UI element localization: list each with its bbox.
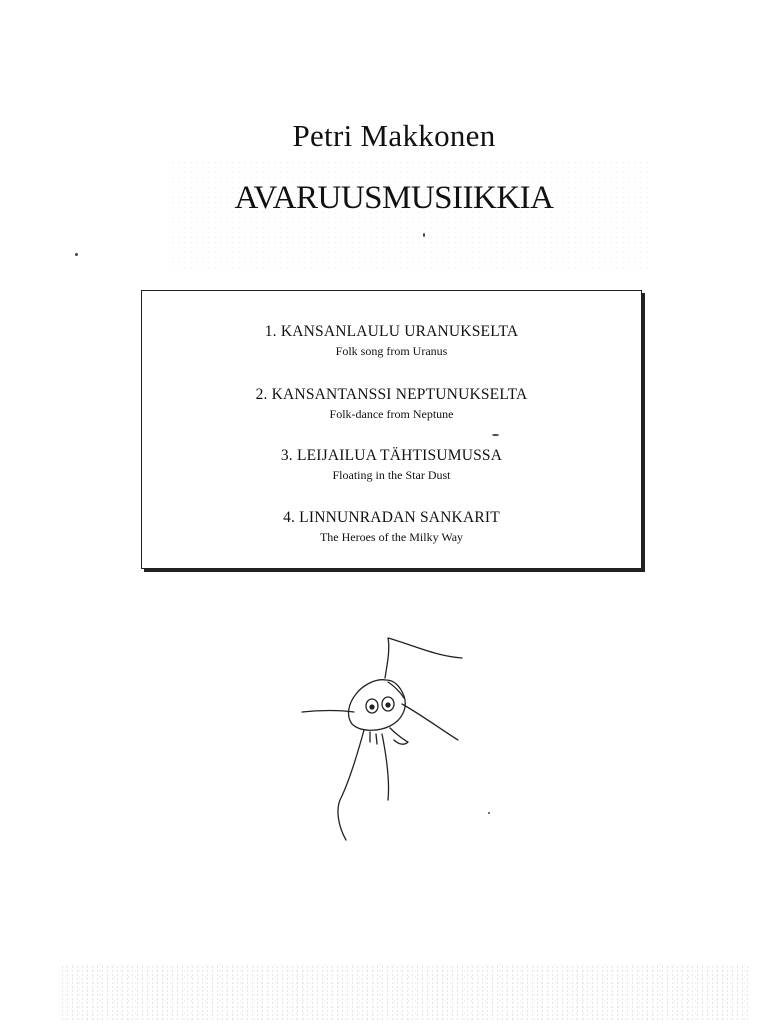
scan-speck <box>75 253 78 256</box>
track-2 <box>142 385 641 422</box>
track-title: 3. LEIJAILUA TÄHTISUMUSSA <box>280 447 503 464</box>
track-1 <box>142 322 641 359</box>
composer-name: Petri Makkonen <box>292 118 496 153</box>
track-subtitle: The Heroes of the Milky Way <box>319 530 464 544</box>
track-title: 1. KANSANLAULU URANUKSELTA <box>264 323 519 340</box>
track-subtitle: Folk song from Uranus <box>335 344 448 358</box>
track-subtitle: Floating in the Star Dust <box>332 468 451 482</box>
childlike-space-figure-drawing-icon <box>290 630 500 850</box>
scan-noise-bottom <box>60 965 750 1020</box>
work-title: AVARUUSMUSIIKKIA <box>234 180 554 216</box>
tracklist-box <box>141 290 642 569</box>
track-title: 4. LINNUNRADAN SANKARIT <box>283 509 500 526</box>
scan-speck <box>492 434 499 436</box>
track-title: 2. KANSANTANSSI NEPTUNUKSELTA <box>255 386 528 403</box>
scan-speck <box>423 233 425 237</box>
track-4 <box>142 508 641 545</box>
track-subtitle: Folk-dance from Neptune <box>329 407 454 421</box>
track-3 <box>142 446 641 483</box>
